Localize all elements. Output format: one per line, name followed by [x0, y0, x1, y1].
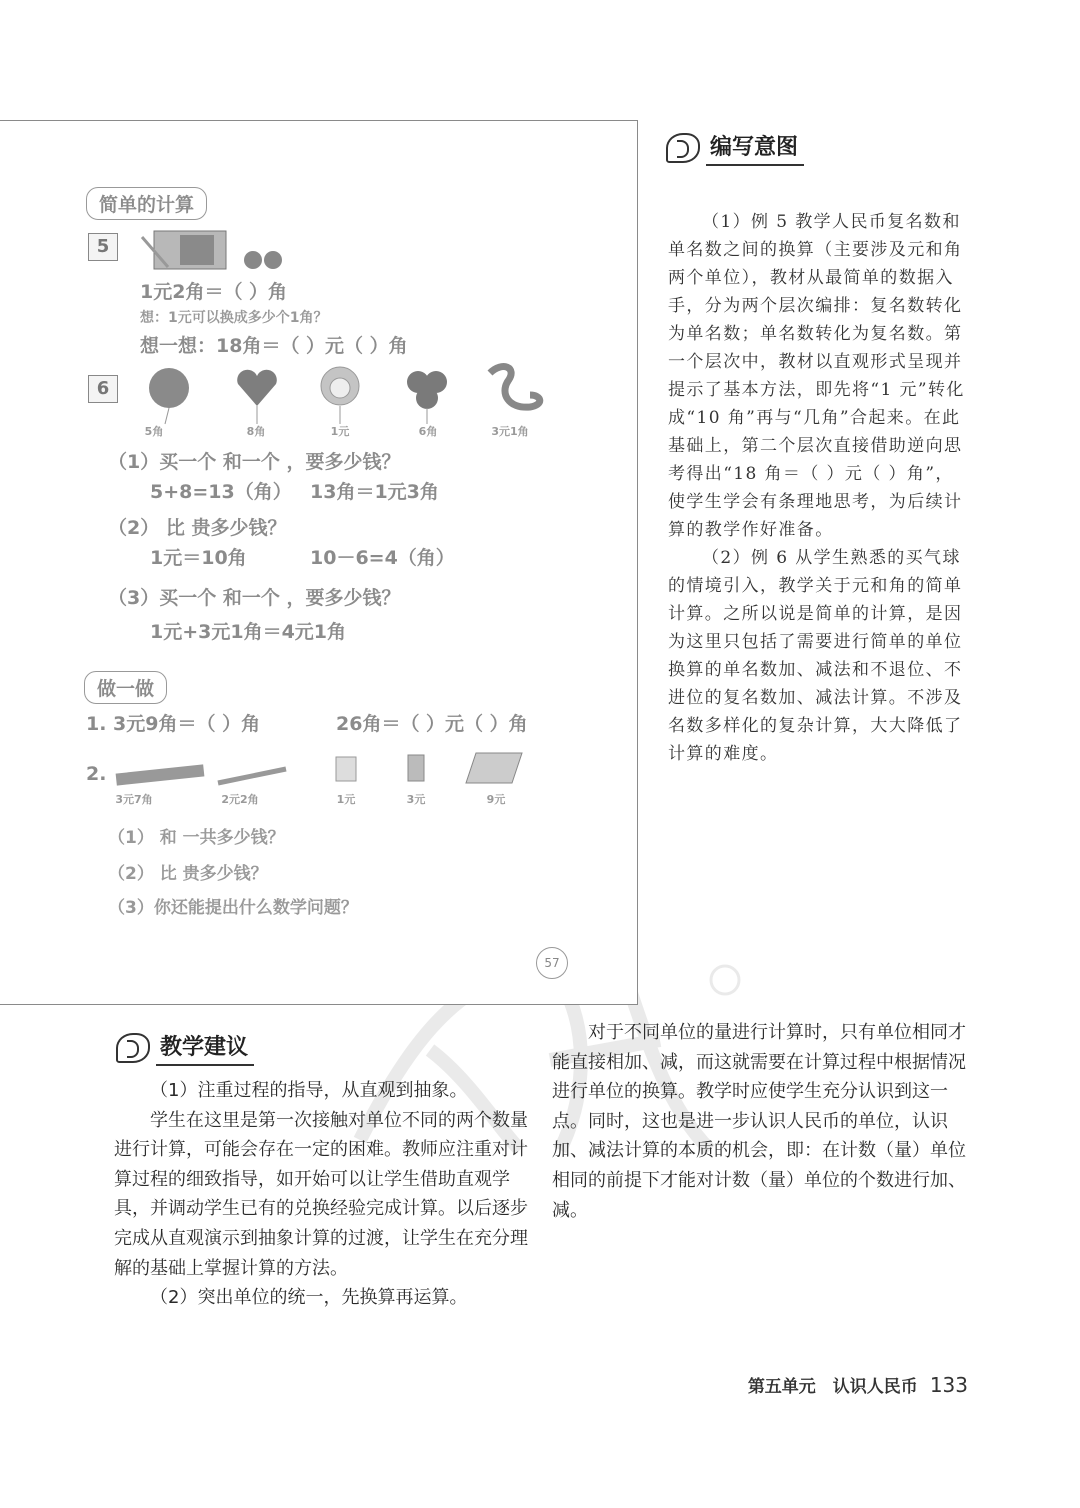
paragraph: （2）例 6 从学生熟悉的买气球的情境引入，教学关于元和角的简单计算。之所以说是简单的计算，是因为这里只包括了需要进行简单的单位换算的单名数加、减法和不退位、不进位的复名数加、减法计算。不涉及名数多样化的复杂计算，大大降低了计算的难度。: [668, 548, 963, 764]
question-1: （1）买一个 和一个 ，要多少钱？: [108, 451, 401, 473]
swan-balloon-icon: [478, 359, 548, 423]
clover-balloon-icon: [400, 366, 456, 426]
design-intent-header: [666, 130, 804, 166]
round-balloon-icon: [145, 366, 195, 426]
q1-calc-a: 5+8=13（角）: [150, 481, 292, 503]
practice-1a: 1. 3元9角＝（ ）角: [86, 713, 261, 735]
glue-bottle-icon: [402, 749, 430, 783]
page-number: 133: [929, 1373, 968, 1397]
eraser-icon: [332, 753, 360, 783]
paragraph: （1）例 5 教学人民币复名数和单名数之间的换算（主要涉及元和角两个单位），教材从最简单的数据入手，分为两个层次编排：复名数转化为单名数；单名数转化为复名数。第一个层次中，教材以直观形式呈现并提示了基本方法，即先将“1 元”转化成“10 角”再与“几角”合起来。在此基础上，第二个层次直接借助逆向思考得出“18 角＝（ ）元（ ）角”，使学生学会有条理地思考，为后续计算的教学作好准备。: [668, 212, 965, 540]
price-label: 2元2角: [221, 793, 259, 806]
ex5-line1: 1元2角＝（ ）角: [140, 281, 288, 303]
question-3: （3）买一个 和一个 ，要多少钱？: [108, 587, 401, 609]
price-label: 1元: [330, 425, 350, 438]
teaching-left-column: [114, 1076, 536, 1313]
practice-1b: 26角＝（ ）元（ ）角: [336, 713, 528, 735]
price-label: 3元: [406, 793, 426, 806]
design-intent-heading: 编写意图: [706, 130, 804, 166]
price-label: 6角: [418, 425, 438, 438]
price-label: 8角: [246, 425, 266, 438]
practice-2-q1: （1） 和 一共多少钱？: [108, 828, 285, 848]
design-intent-text: [668, 208, 970, 768]
q1-calc-b: 13角＝1元3角: [310, 481, 439, 503]
paragraph: （2）突出单位的统一，先换算再运算。: [150, 1287, 468, 1309]
teaching-suggestions-heading: 教学建议: [156, 1030, 254, 1066]
notebook-icon: [462, 749, 526, 787]
paragraph: 学生在这里是第一次接触对单位不同的两个数量进行计算，可能会存在一定的困难。教师应注重对计算过程的细致指导，如开始可以让学生借助直观学具，并调动学生已有的兑换经验完成计算。以后逐步完成从直观演示到抽象计算的过渡，让学生在充分理解的基础上掌握计算的方法。: [114, 1109, 528, 1279]
banknote-image: [140, 229, 230, 271]
heart-balloon-icon: [232, 366, 282, 426]
practice-2-number: 2.: [86, 763, 107, 785]
section-emblem-icon: [666, 133, 700, 163]
page-footer: [748, 1372, 968, 1397]
pencil-case-icon: [112, 761, 212, 787]
price-label: 5角: [144, 425, 164, 438]
q2-calc-a: 1元＝10角: [150, 547, 247, 569]
teaching-right-column: [552, 1018, 970, 1225]
section-emblem-icon: [116, 1033, 150, 1063]
question-2: （2） 比 贵多少钱？: [108, 517, 287, 539]
example-6-number: 6: [88, 375, 118, 403]
price-label: 3元7角: [115, 793, 153, 806]
teaching-suggestions-header: [116, 1030, 254, 1066]
example-5-number: 5: [88, 233, 118, 261]
ex5-hint: 想：1元可以换成多少个1角？: [140, 310, 328, 326]
price-label: 9元: [486, 793, 506, 806]
price-label: 1元: [336, 793, 356, 806]
textbook-page-scan: [0, 120, 638, 1005]
coins-image: [242, 249, 288, 271]
q2-calc-b: 10－6=4（角）: [310, 547, 455, 569]
textbook-page-number: 57: [536, 947, 568, 979]
unit-title: 第五单元 认识人民币: [747, 1377, 918, 1397]
section-tag: 简单的计算: [86, 187, 207, 220]
ex5-think: 想一想：18角＝（ ）元（ ）角: [140, 335, 408, 357]
toothbrush-icon: [212, 763, 292, 787]
practice-2-q2: （2） 比 贵多少钱？: [108, 864, 268, 884]
paragraph: （1）注重过程的指导，从直观到抽象。: [150, 1080, 468, 1101]
flower-balloon-icon: [315, 366, 365, 426]
practice-tag: 做一做: [84, 671, 167, 704]
practice-2-q3: （3）你还能提出什么数学问题？: [108, 898, 358, 918]
q3-calc: 1元+3元1角＝4元1角: [150, 621, 347, 643]
price-label: 3元1角: [491, 425, 529, 438]
paragraph: 对于不同单位的量进行计算时，只有单位相同才能直接相加、减，而这就需要在计算过程中根据情况进行单位的换算。教学时应使学生充分认识到这一点。同时，这也是进一步认识人民币的单位，认识加、减法计算的本质的机会，即：在计数（量）单位相同的前提下才能对计数（量）单位的个数进行加、减。: [552, 1022, 966, 1221]
